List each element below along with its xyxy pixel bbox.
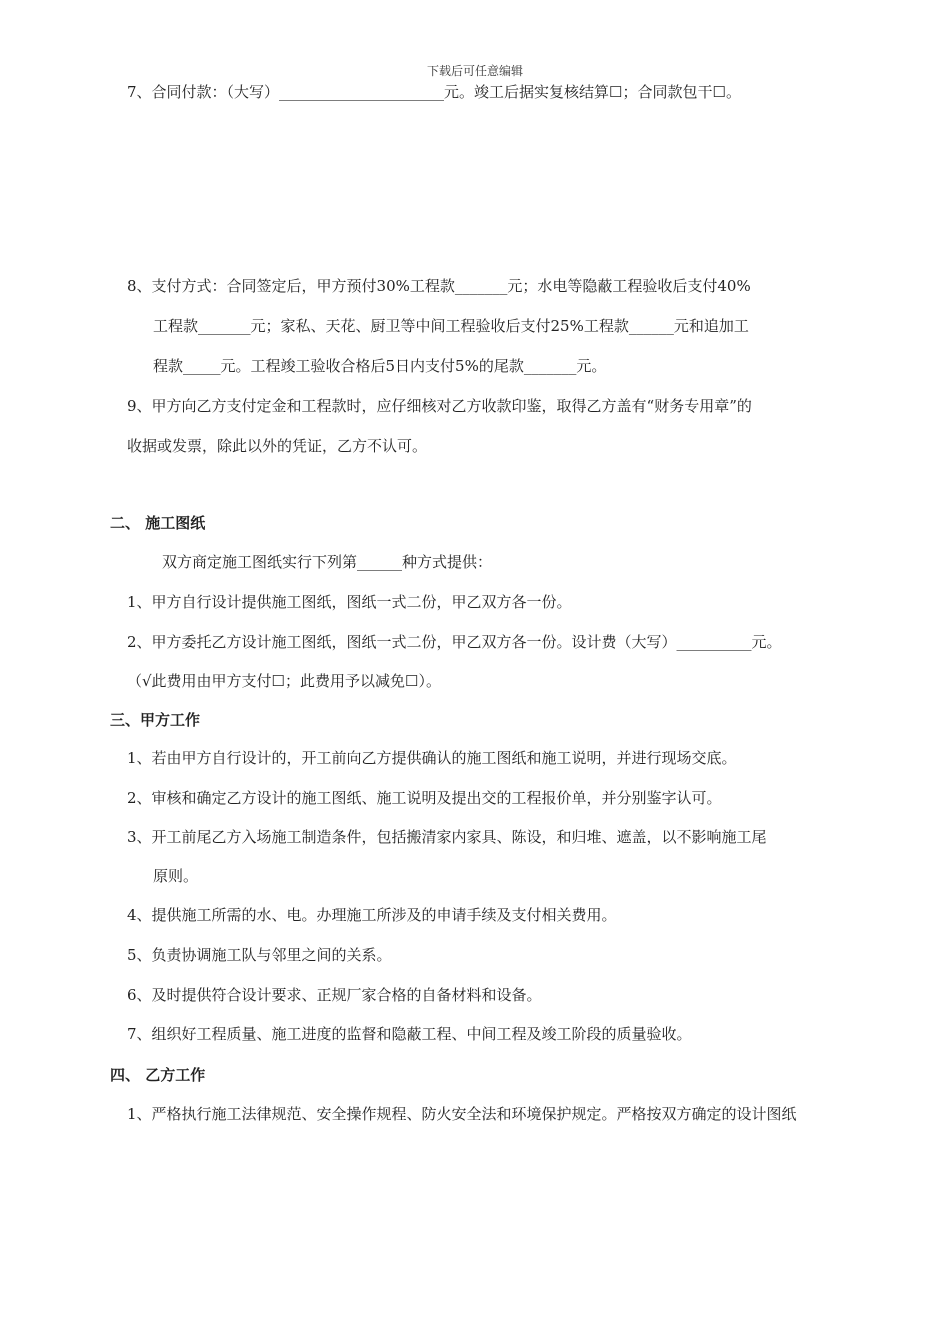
section-3-item-2: 2、审核和确定乙方设计的施工图纸、施工说明及提出交的工程报价单，并分别鉴字认可。 xyxy=(127,789,722,807)
section-3-item-3-line-2: 原则。 xyxy=(153,867,199,885)
section-3-item-7: 7、组织好工程质量、施工进度的监督和隐蔽工程、中间工程及竣工阶段的质量验收。 xyxy=(127,1025,692,1043)
section-3-item-3-line-1: 3、开工前尾乙方入场施工制造条件，包括搬清家内家具、陈设，和归堆、遮盖，以不影响施工尾 xyxy=(127,828,767,846)
clause-7-contract-payment: 7、合同付款：（大写）______________________元。竣工后据实复核结算☐；合同款包干☐。 xyxy=(127,83,741,101)
page-header-note: 下载后可任意编辑 xyxy=(426,64,523,78)
section-3-item-6: 6、及时提供符合设计要求、正规厂家合格的自备材料和设备。 xyxy=(127,986,542,1004)
clause-9-line-2: 收据或发票，除此以外的凭证，乙方不认可。 xyxy=(127,437,428,455)
section-3-item-4: 4、提供施工所需的水、电。办理施工所涉及的申请手续及支付相关费用。 xyxy=(127,906,617,924)
clause-8-payment-method-line-3: 程款_____元。工程竣工验收合格后5日内支付5%的尾款_______元。 xyxy=(153,357,607,375)
section-2-intro: 双方商定施工图纸实行下列第______种方式提供： xyxy=(162,553,493,571)
section-4-heading: 四、 乙方工作 xyxy=(110,1066,206,1084)
clause-9-line-1: 9、甲方向乙方支付定金和工程款时，应仔细核对乙方收款印鉴，取得乙方盖有“财务专用章”的 xyxy=(127,397,752,415)
section-3-heading: 三、甲方工作 xyxy=(110,711,201,729)
section-2-item-2: 2、甲方委托乙方设计施工图纸，图纸一式二份，甲乙双方各一份。设计费（大写）__________元。 xyxy=(127,633,782,651)
section-2-fee-note: （√此费用由甲方支付☐；此费用予以减免☐）。 xyxy=(127,672,441,690)
section-2-item-1: 1、甲方自行设计提供施工图纸，图纸一式二份，甲乙双方各一份。 xyxy=(127,593,572,611)
section-3-item-5: 5、负责协调施工队与邻里之间的关系。 xyxy=(127,946,392,964)
section-3-item-1: 1、若由甲方自行设计的，开工前向乙方提供确认的施工图纸和施工说明，并进行现场交底。 xyxy=(127,749,737,767)
section-4-item-1: 1、严格执行施工法律规范、安全操作规程、防火安全法和环境保护规定。严格按双方确定的设计图纸 xyxy=(127,1105,797,1123)
clause-8-payment-method-line-2: 工程款_______元；家私、天花、厨卫等中间工程验收后支付25%工程款______元和追加工 xyxy=(153,317,749,335)
clause-8-payment-method-line-1: 8、支付方式：合同签定后，甲方预付30%工程款_______元；水电等隐蔽工程验收后支付40% xyxy=(127,277,751,295)
section-2-heading: 二、 施工图纸 xyxy=(110,514,206,532)
